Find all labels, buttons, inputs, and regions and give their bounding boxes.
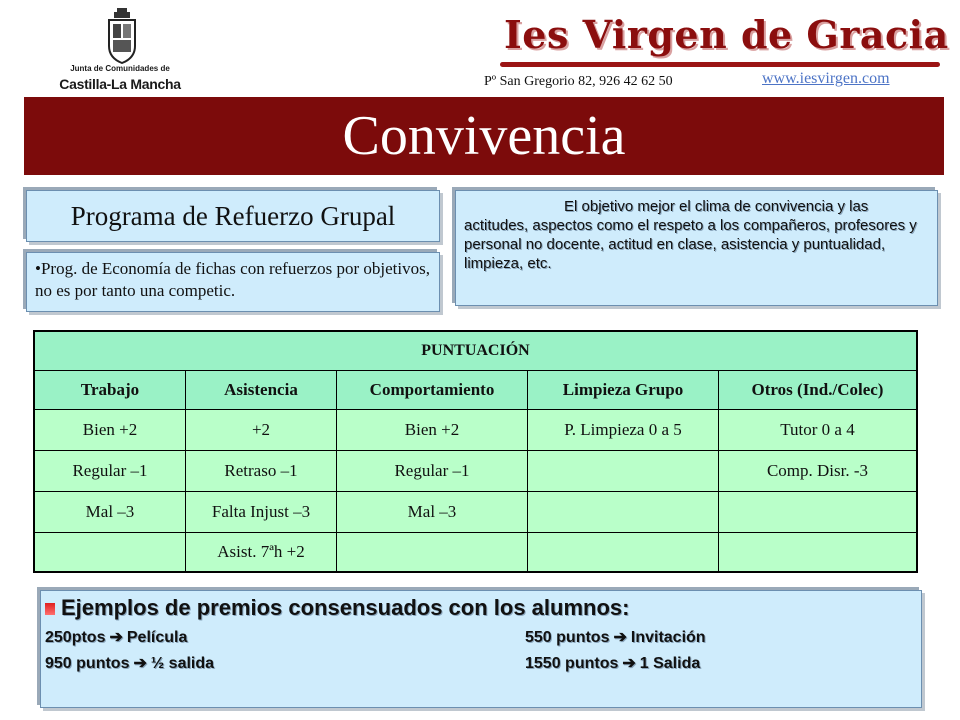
- prize-points: 1550 puntos: [525, 655, 619, 672]
- table-cell: [337, 533, 528, 573]
- school-address: Pº San Gregorio 82, 926 42 62 50: [484, 74, 673, 89]
- title-underline: [500, 62, 940, 67]
- right-arrow-icon: ➔: [613, 629, 627, 646]
- program-description: •Prog. de Economía de fichas con refuerzos por objetivos, no es por tanto una competic.: [35, 259, 430, 300]
- program-title-box: [26, 190, 440, 242]
- prize-name: 1 Salida: [639, 655, 701, 672]
- table-cell: +2: [186, 410, 337, 451]
- table-cell: [528, 492, 719, 533]
- table-header-row: [34, 371, 917, 410]
- table-cell: [528, 451, 719, 492]
- right-arrow-icon: ➔: [109, 629, 123, 646]
- table-cell: Regular –1: [34, 451, 186, 492]
- school-name: Ies Virgen de Gracia: [504, 12, 949, 57]
- table-cell: [34, 533, 186, 573]
- score-table: [33, 330, 918, 573]
- col-header-limpieza: Limpieza Grupo: [528, 371, 719, 410]
- table-title: PUNTUACIÓN: [34, 331, 917, 371]
- school-website-link[interactable]: www.iesvirgen.com: [762, 70, 890, 87]
- prize-item: [45, 627, 187, 647]
- prize-name: Película: [126, 629, 188, 646]
- right-arrow-icon: ➔: [622, 655, 636, 672]
- page-title: Convivencia: [342, 105, 626, 167]
- objective-box: [455, 190, 938, 306]
- col-header-otros: Otros (Ind./Colec): [719, 371, 918, 410]
- prize-item: [525, 653, 700, 673]
- right-arrow-icon: ➔: [133, 655, 147, 672]
- table-cell: Asist. 7ªh +2: [186, 533, 337, 573]
- table-row: [34, 492, 917, 533]
- table-row: [34, 533, 917, 573]
- prize-item: [45, 653, 214, 673]
- col-header-trabajo: Trabajo: [34, 371, 186, 410]
- table-cell: Bien +2: [34, 410, 186, 451]
- table-cell: Mal –3: [337, 492, 528, 533]
- junta-label: Junta de Comunidades de: [70, 64, 170, 73]
- coat-of-arms-icon: [100, 8, 144, 64]
- table-cell: [528, 533, 719, 573]
- prize-points: 950 puntos: [45, 655, 130, 672]
- table-cell: Bien +2: [337, 410, 528, 451]
- table-row: [34, 410, 917, 451]
- table-cell: Tutor 0 a 4: [719, 410, 918, 451]
- prize-name: Invitación: [630, 629, 706, 646]
- bullet-icon: [45, 603, 55, 615]
- region-label: Castilla-La Mancha: [59, 76, 181, 92]
- program-description-box: [26, 252, 440, 312]
- col-header-comportamiento: Comportamiento: [337, 371, 528, 410]
- table-cell: Regular –1: [337, 451, 528, 492]
- prizes-box: [40, 590, 922, 708]
- school-header: [500, 12, 949, 72]
- title-banner: [24, 97, 944, 175]
- table-cell: Falta Injust –3: [186, 492, 337, 533]
- table-cell: Comp. Disr. -3: [719, 451, 918, 492]
- program-title: Programa de Refuerzo Grupal: [70, 201, 396, 231]
- table-cell: [719, 492, 918, 533]
- prize-points: 250ptos: [45, 629, 106, 646]
- prizes-heading: Ejemplos de premios consensuados con los alumnos:: [61, 595, 630, 620]
- table-cell: P. Limpieza 0 a 5: [528, 410, 719, 451]
- table-cell: [719, 533, 918, 573]
- table-title-row: [34, 331, 917, 371]
- objective-text: El objetivo mejor el clima de convivencia y las actitudes, aspectos como el respeto a los compañeros, profesores y personal no docente, actitud en clase, asistencia y puntualidad, limpieza, etc.: [464, 198, 917, 272]
- region-logo: [40, 8, 200, 94]
- prize-name: ½ salida: [150, 655, 215, 672]
- table-cell: Mal –3: [34, 492, 186, 533]
- table-cell: Retraso –1: [186, 451, 337, 492]
- table-row: [34, 451, 917, 492]
- prize-points: 550 puntos: [525, 629, 610, 646]
- prize-item: [525, 627, 706, 647]
- col-header-asistencia: Asistencia: [186, 371, 337, 410]
